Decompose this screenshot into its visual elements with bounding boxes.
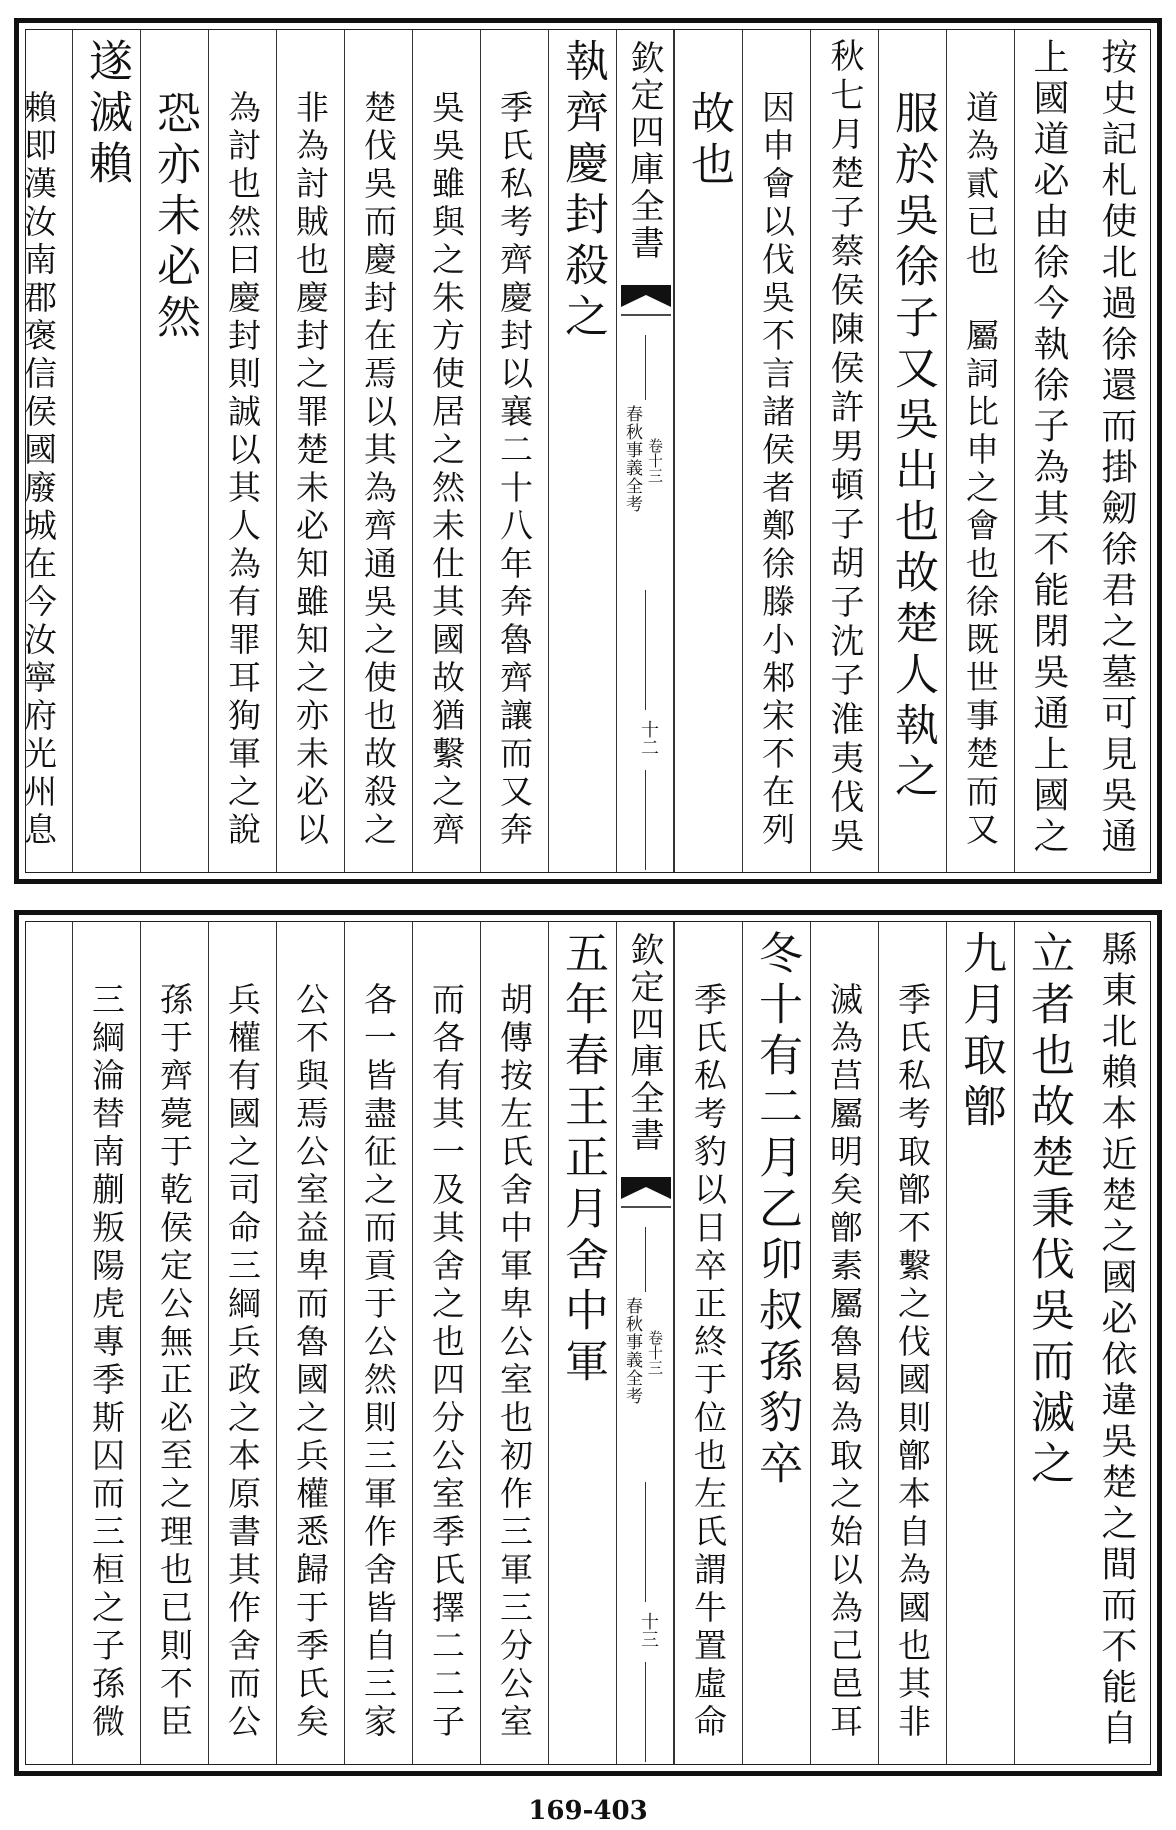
text-column — [480, 30, 548, 872]
column-text: 因申會以伐吳不言諸侯者鄭徐滕小邾宋不在列 — [757, 90, 796, 850]
column-text: 季氏私考取鄫不繫之伐國則鄫本自為國也其非 — [893, 982, 932, 1742]
gutter-title: 欽定四庫全書 — [624, 40, 664, 262]
upper-page-frame — [19, 29, 1151, 873]
column-text: 冬十有二月乙卯叔孫豹卒 — [751, 930, 802, 1491]
column-text: 為討也然曰慶封則誠以其人為有罪耳狥軍之說 — [223, 90, 262, 850]
text-column — [72, 922, 140, 1764]
column-text: 九月取鄫 — [955, 930, 1006, 1134]
text-column — [946, 30, 1014, 872]
column-text: 按史記札使北過徐還而掛劒徐君之墓可見吳通 — [1096, 38, 1137, 858]
gutter-page-number: 十三 — [638, 1612, 659, 1648]
column-text: 恐亦未必然 — [149, 90, 200, 345]
gutter-volume: 卷十三 — [646, 1330, 664, 1375]
column-text: 各一皆盡征之而貢于公然則三軍作舍皆自三家 — [359, 982, 398, 1742]
fish-tail-mark-icon — [621, 285, 671, 335]
column-text: 公不與焉公室益卑而魯國之兵權悉歸于季氏矣 — [291, 982, 330, 1742]
column-text: 孫于齊薨于乾侯定公無正必至之理也已則不臣 — [155, 982, 194, 1742]
column-text: 而各有其一及其舍之也四分公室季氏擇二二子 — [427, 982, 466, 1742]
text-column — [548, 922, 616, 1764]
fish-tail-mark-icon — [621, 1177, 671, 1227]
text-column — [140, 922, 208, 1764]
page-code: 169-403 — [528, 1796, 648, 1826]
text-column — [674, 922, 742, 1764]
text-column — [810, 922, 878, 1764]
column-text: 立者也故楚秉伐吳而滅之 — [1023, 930, 1074, 1491]
text-column — [1014, 30, 1082, 872]
gutter-page-number: 十二 — [638, 720, 659, 756]
column-text: 楚伐吳而慶封在焉以其為齊通吳之使也故殺之 — [359, 90, 398, 850]
text-column — [1082, 922, 1150, 1764]
column-text: 滅為莒屬明矣鄫素屬魯曷為取之始以為己邑耳 — [825, 982, 864, 1742]
text-column — [344, 30, 412, 872]
gutter-book-title: 春秋事義全考 — [622, 405, 642, 513]
text-column — [276, 922, 344, 1764]
column-text: 三綱淪替南蒯叛陽虎專季斯囚而三桓之子孫微 — [87, 982, 126, 1742]
center-gutter — [616, 30, 674, 872]
gutter-book-title: 春秋事義全考 — [622, 1297, 642, 1405]
text-column — [19, 30, 72, 872]
lower-page-frame — [25, 921, 1151, 1765]
text-column — [742, 922, 810, 1764]
column-text: 兵權有國之司命三綱兵政之本原書其作舍而公 — [223, 982, 262, 1742]
text-column — [208, 922, 276, 1764]
column-text: 服於吳徐子又吳出也故楚人執之 — [887, 90, 938, 804]
text-column — [1014, 922, 1082, 1764]
text-column — [742, 30, 810, 872]
text-column — [810, 30, 878, 872]
text-column — [946, 922, 1014, 1764]
column-text: 季氏私考豹以日卒正終于位也左氏謂牛置虛命 — [689, 982, 728, 1742]
column-text: 胡傳按左氏舍中軍卑公室也初作三軍三分公室 — [495, 982, 534, 1742]
gutter-volume: 卷十三 — [646, 438, 664, 483]
lower-page — [14, 910, 1162, 1776]
text-column — [344, 922, 412, 1764]
center-gutter — [616, 922, 674, 1764]
column-text: 吳吳雖與之朱方使居之然未仕其國故猶繫之齊 — [427, 90, 466, 850]
column-text: 賴即漢汝南郡褒信侯國廢城在今汝寧府光州息 — [19, 90, 58, 850]
column-text: 季氏私考齊慶封以襄二十八年奔魯齊讓而又奔 — [495, 90, 534, 850]
text-column — [480, 922, 548, 1764]
column-text: 執齊慶封殺之 — [557, 38, 608, 344]
column-text: 遂滅賴 — [81, 38, 132, 191]
text-column — [140, 30, 208, 872]
text-column — [412, 922, 480, 1764]
gutter-title: 欽定四庫全書 — [624, 932, 664, 1154]
text-column — [276, 30, 344, 872]
text-column — [412, 30, 480, 872]
text-column — [1082, 30, 1150, 872]
upper-page — [14, 18, 1162, 884]
text-column — [674, 30, 742, 872]
column-text: 縣東北賴本近楚之國必依違吳楚之間而不能自 — [1096, 930, 1137, 1750]
column-text: 秋七月楚子蔡侯陳侯許男頓子胡子沈子淮夷伐吳 — [824, 38, 864, 857]
column-text: 故也 — [683, 90, 734, 192]
text-column — [548, 30, 616, 872]
text-column — [72, 30, 140, 872]
column-text: 非為討賊也慶封之罪楚未必知雖知之亦未必以 — [291, 90, 330, 850]
text-column — [878, 30, 946, 872]
column-text: 道為貳已也 屬詞比申之會也徐既世事楚而又 — [961, 90, 1000, 850]
text-column — [208, 30, 276, 872]
column-text: 上國道必由徐今執徐子為其不能閉吳通上國之 — [1028, 38, 1069, 858]
column-text: 五年春王正月舍中軍 — [557, 930, 608, 1389]
text-column — [878, 922, 946, 1764]
